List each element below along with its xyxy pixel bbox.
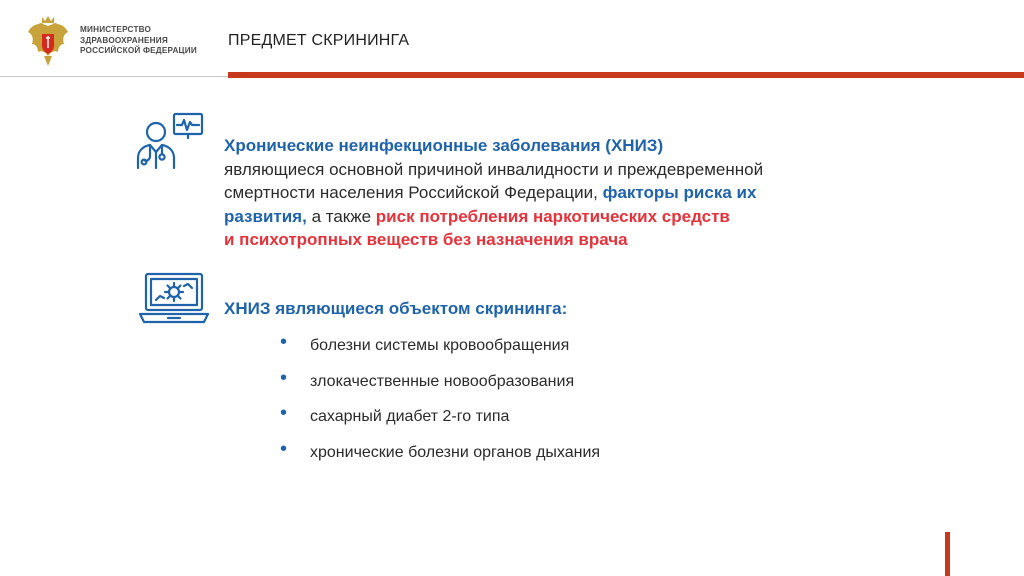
ministry-logo	[26, 14, 216, 68]
list-item-label: злокачественные новообразования	[310, 372, 575, 390]
list-item-label: хронические болезни органов дыхания	[310, 443, 601, 461]
org-line: РОССИЙСКОЙ ФЕДЕРАЦИИ	[80, 46, 197, 56]
drug-risk-text: риск потребления наркотических средств	[375, 206, 730, 226]
section2-title: ХНИЗ являющиеся объектом скрининга:	[224, 299, 568, 318]
screening-diseases-list	[280, 331, 601, 476]
list-item	[280, 437, 601, 477]
laptop-virus-icon	[138, 272, 210, 328]
bullet-icon: •	[280, 437, 288, 460]
header-divider-red	[228, 72, 1024, 78]
org-line: ЗДРАВООХРАНЕНИЯ	[80, 35, 168, 45]
header-divider-grey	[0, 76, 228, 77]
org-line: МИНИСТЕРСТВО	[80, 25, 152, 35]
risk-factors-text: факторы риска их	[602, 183, 757, 202]
drug-risk-text: и психотропных веществ без назначения врача	[224, 230, 628, 249]
header	[0, 0, 1024, 80]
slide-title: ПРЕДМЕТ СКРИНИНГА	[228, 32, 410, 49]
bullet-icon: •	[280, 366, 288, 389]
list-item	[280, 366, 600, 406]
coat-of-arms-icon	[26, 14, 70, 68]
section1-title: Хронические неинфекционные заболевания (ХНИЗ)	[224, 136, 664, 155]
section1-line: а также	[311, 206, 372, 226]
bullet-icon: •	[280, 402, 288, 424]
risk-factors-text: развития,	[224, 206, 307, 226]
list-item-label: сахарный диабет 2-го типа	[310, 408, 510, 425]
section1-line: являющиеся основной причиной инвалидности и преждевременной	[224, 159, 764, 179]
list-item	[280, 402, 600, 441]
list-item	[280, 331, 600, 370]
corner-accent-bar	[945, 532, 950, 576]
ministry-name	[80, 25, 197, 57]
section-description	[224, 134, 924, 252]
section1-line: смертности населения Российской Федерации,	[224, 183, 598, 202]
doctor-monitor-icon	[134, 112, 210, 182]
list-item-label: болезни системы кровообращения	[310, 337, 570, 354]
bullet-icon: •	[280, 331, 288, 353]
